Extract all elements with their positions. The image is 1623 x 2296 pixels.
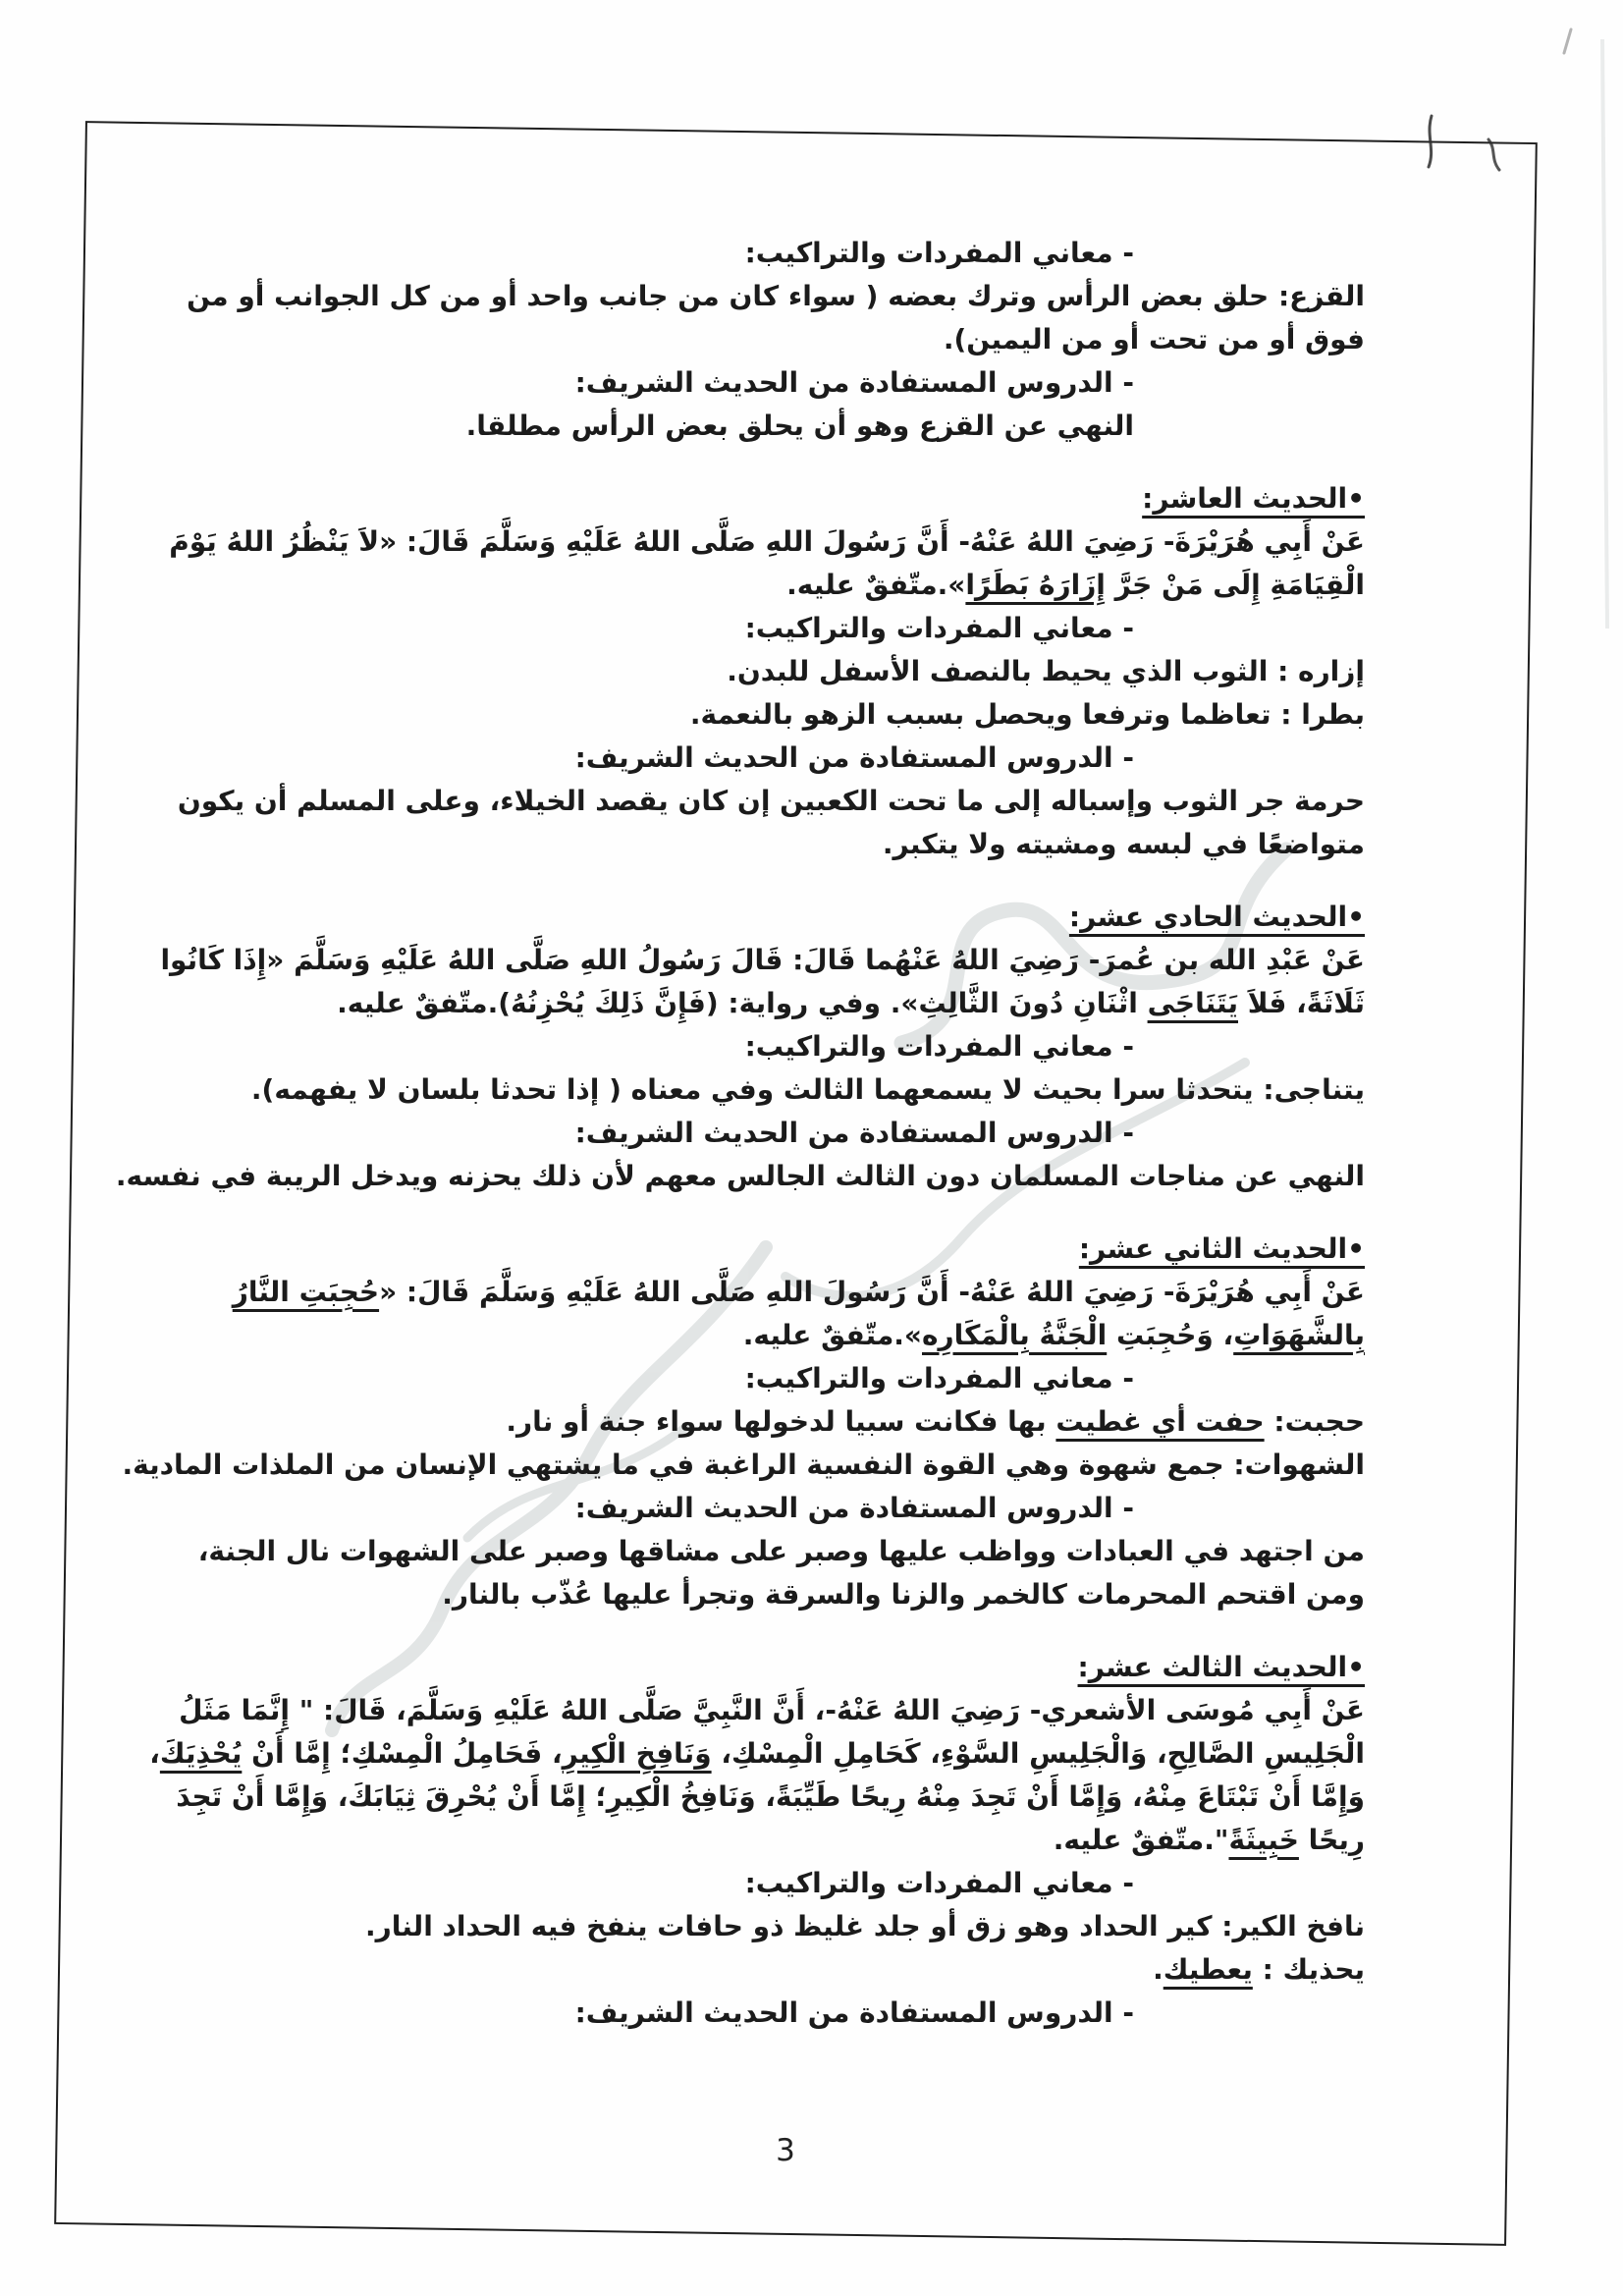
text-line [137, 405, 1365, 448]
text-line [137, 564, 1365, 607]
text-line [137, 1776, 1365, 1819]
underlined-text: بِالشَّهَوَاتِ [1233, 1319, 1365, 1351]
page-number: 3 [776, 2133, 795, 2168]
text-line [137, 1271, 1365, 1314]
text-segment: - معاني المفردات والتراكيب: [744, 1867, 1134, 1899]
hadith-section-header [137, 477, 1365, 520]
text-lines [115, 232, 1365, 2035]
text-line [137, 693, 1365, 737]
underlined-text: يُحْذِيَكَ [159, 1737, 243, 1770]
underlined-text: الْجَنَّةُ بِالْمَكَارِه [922, 1319, 1108, 1351]
underlined-text: إِزَارَهُ بَطَرًا [965, 569, 1106, 601]
text-line [137, 780, 1365, 823]
text-line [137, 275, 1365, 318]
text-line [137, 1530, 1365, 1573]
text-line [137, 939, 1365, 982]
text-segment: - معاني المفردات والتراكيب: [744, 1362, 1134, 1394]
text-segment: - الدروس المستفادة من الحديث الشريف: [574, 1117, 1134, 1149]
text-segment: رِيحًا [1298, 1824, 1365, 1856]
text-line [137, 1400, 1365, 1444]
text-line [137, 1689, 1365, 1732]
text-segment: بطرا : تعاظما وترفعا ويحصل بسبب الزهو بالنعمة. [689, 698, 1365, 731]
text-segment: عَنْ أَبِي هُرَيْرَةَ- رَضِيَ اللهُ عَنْهُ- أَنَّ رَسُولَ اللهِ صَلَّى اللهُ عَلَيْهِ وَسَلَّمَ قَالَ: « [379, 1276, 1365, 1308]
hadith-section-header [137, 896, 1365, 939]
text-line [137, 1314, 1365, 1357]
text-segment: حرمة جر الثوب وإسباله إلى ما تحت الكعبين إن كان يقصد الخيلاء، وعلى المسلم أن يكون [177, 785, 1365, 817]
text-line [137, 1992, 1365, 2035]
text-segment: نافخ الكير: كير الحداد وهو زق أو جلد غليظ ذو حافات ينفخ فيه الحداد النار. [364, 1910, 1365, 1942]
text-segment: ، وَحُجِبَتِ [1107, 1319, 1234, 1351]
text-segment: - معاني المفردات والتراكيب: [744, 612, 1134, 644]
text-segment: النهي عن مناجات المسلمان دون الثالث الجالس معهم لأن ذلك يحزنه ويدخل الريبة في نفسه. [115, 1160, 1365, 1192]
text-segment: - معاني المفردات والتراكيب: [744, 1030, 1134, 1063]
text-line [137, 232, 1365, 275]
text-line [137, 737, 1365, 780]
text-segment: •الحديث الثالث عشر: [1077, 1651, 1365, 1683]
text-segment: وَإِمَّا أَنْ تَبْتَاعَ مِنْهُ، وَإِمَّا أَنْ تَجِدَ مِنْهُ رِيحًا طَيِّبَةً، وَنَافِخُ الْكِيرِ؛ إِمَّا أَنْ يُحْرِقَ ثِيَابَكَ، وَإِمَّا أَنْ تَجِدَ [176, 1780, 1365, 1813]
text-line [115, 1155, 1365, 1198]
text-segment: ثَلَاثَةً، فَلاَ [1238, 987, 1365, 1019]
text-segment: ، [149, 1737, 160, 1770]
text-line [137, 361, 1365, 405]
underlined-text: وَنَافِخِ الْكِيرِ [562, 1737, 712, 1770]
text-line [137, 1357, 1365, 1400]
text-segment: ، فَحَامِلُ الْمِسْكِ؛ إِمَّا أَنْ [242, 1737, 563, 1770]
text-segment: فوق أو من تحت أو من اليمين). [943, 323, 1365, 355]
text-line [137, 1112, 1365, 1155]
text-line [137, 650, 1365, 693]
text-line [137, 1905, 1365, 1948]
text-segment: الشهوات: جمع شهوة وهي القوة النفسية الراغبة في ما يشتهي الإنسان من الملذات المادية. [122, 1449, 1365, 1481]
text-segment: ".متّفقٌ عليه. [1053, 1824, 1229, 1856]
text-segment: اثْنَانِ دُونَ الثَّالِثِ». وفي رواية: (فَإِنَّ ذَلِكَ يُحْزِنُهُ).متّفقٌ عليه. [337, 987, 1148, 1019]
underlined-text: خَبِيثَةً [1228, 1824, 1299, 1856]
text-segment: حجبت: [1264, 1405, 1365, 1438]
page-content [115, 232, 1365, 2035]
text-segment: . [1153, 1953, 1163, 1986]
text-segment: يحذيك : [1252, 1953, 1365, 1986]
hadith-section-header [137, 1646, 1365, 1689]
text-segment: الْقِيَامَةِ إِلَى مَنْ جَرَّ [1105, 569, 1365, 601]
text-line [137, 1862, 1365, 1905]
text-segment: النهي عن القزع وهو أن يحلق بعض الرأس مطلقا. [465, 410, 1134, 442]
text-line [137, 1732, 1365, 1776]
text-line [137, 520, 1365, 564]
text-segment: عَنْ عَبْدِ الله بن عُمرَ- رَضِيَ اللهُ عَنْهُما قَالَ: قَالَ رَسُولُ اللهِ صَلَّى اللهُ عَلَيْهِ وَسَلَّمَ «إِذَا كَانُوا [160, 944, 1365, 976]
text-segment: يتناجى: يتحدثا سرا بحيث لا يسمعهما الثالث وفي معناه ( إذا تحدثا بلسان لا يفهمه). [250, 1073, 1365, 1106]
text-line [137, 607, 1365, 650]
text-line [137, 1068, 1365, 1112]
text-segment: - الدروس المستفادة من الحديث الشريف: [574, 1996, 1134, 2029]
text-segment: •الحديث الثاني عشر: [1078, 1232, 1365, 1265]
underlined-text: يَتَنَاجَى [1147, 987, 1238, 1019]
text-line [137, 318, 1365, 361]
text-segment: - الدروس المستفادة من الحديث الشريف: [574, 366, 1134, 399]
text-segment: - معاني المفردات والتراكيب: [744, 237, 1134, 269]
text-line [137, 1819, 1365, 1862]
text-line [137, 1948, 1365, 1992]
text-line [137, 823, 1365, 866]
text-segment: بها فكانت سبيا لدخولها سواء جنة أو نار. [506, 1405, 1056, 1438]
text-segment: الْجَلِيسِ الصَّالِحِ، وَالْجَلِيسِ السَّوْءِ، كَحَامِلِ الْمِسْكِ، [711, 1737, 1365, 1770]
text-segment: ».متّفقٌ عليه. [786, 569, 966, 601]
text-segment: إزاره : الثوب الذي يحيط بالنصف الأسفل للبدن. [727, 655, 1365, 687]
text-segment: عَنْ أَبِي هُرَيْرَةَ- رَضِيَ اللهُ عَنْهُ- أَنَّ رَسُولَ اللهِ صَلَّى اللهُ عَلَيْهِ وَسَلَّمَ قَالَ: «لاَ يَنْظُرُ اللهُ يَوْمَ [169, 525, 1365, 558]
text-segment: عَنْ أَبِي مُوسَى الأشعري- رَضِيَ اللهُ عَنْهُ-، أَنَّ النَّبِيَّ صَلَّى اللهُ عَلَيْهِ وَسَلَّمَ، قَالَ: " إِنَّمَا مَثَلُ [179, 1694, 1365, 1726]
text-segment: •الحديث الحادي عشر: [1068, 901, 1365, 933]
text-segment: ».متّفقٌ عليه. [742, 1319, 922, 1351]
text-segment: - الدروس المستفادة من الحديث الشريف: [574, 1492, 1134, 1524]
text-line [137, 1487, 1365, 1530]
underlined-text: يعطيك [1163, 1953, 1253, 1986]
text-segment: متواضعًا في لبسه ومشيته ولا يتكبر. [882, 828, 1365, 860]
scanner-edge-streak [1602, 39, 1607, 629]
underlined-text: حُجِبَتِ النَّارُ [232, 1276, 380, 1308]
text-segment: •الحديث العاشر: [1142, 482, 1365, 515]
text-segment: من اجتهد في العبادات وواظب عليها وصبر على مشاقها وصبر على الشهوات نال الجنة، [197, 1535, 1365, 1567]
underlined-text: حفت أي غطيت [1055, 1405, 1265, 1438]
hadith-section-header [137, 1228, 1365, 1271]
text-line [137, 982, 1365, 1025]
text-line [137, 1025, 1365, 1068]
text-segment: ومن اقتحم المحرمات كالخمر والزنا والسرقة وتجرأ عليها عُذّب بالنار. [442, 1578, 1365, 1611]
text-line [122, 1444, 1365, 1487]
text-line [137, 1573, 1365, 1616]
text-segment: - الدروس المستفادة من الحديث الشريف: [574, 741, 1134, 774]
text-segment: القزع: حلق بعض الرأس وترك بعضه ( سواء كان من جانب واحد أو من كل الجوانب أو من [187, 280, 1365, 312]
